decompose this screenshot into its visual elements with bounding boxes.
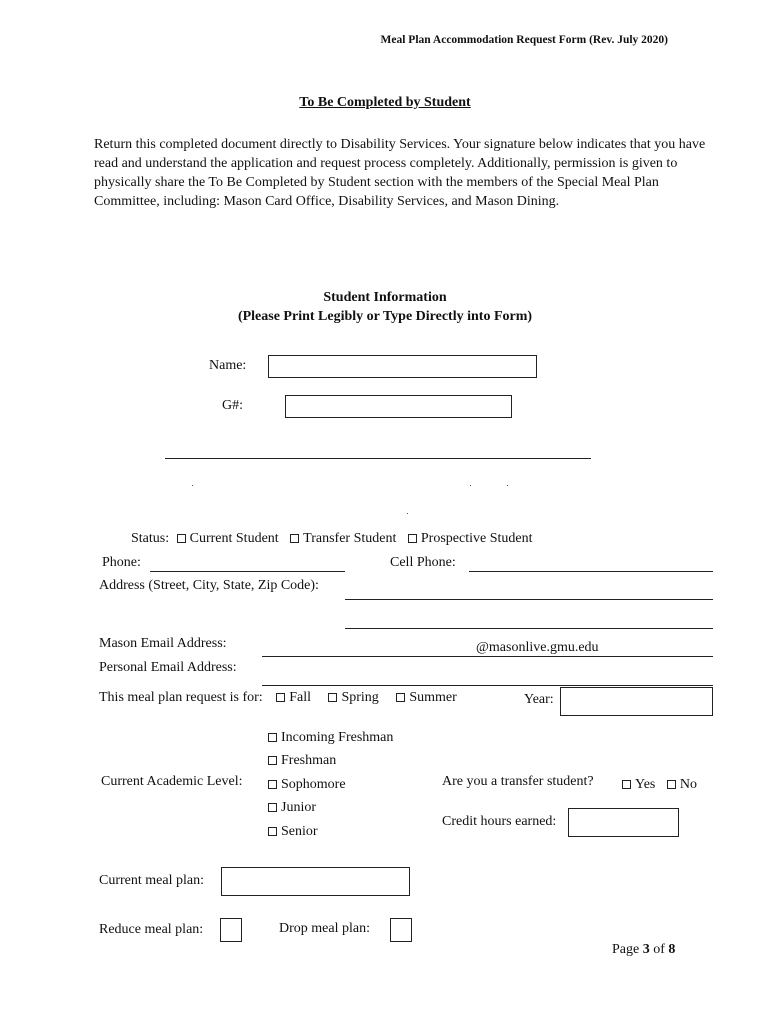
gnumber-label: G#: xyxy=(222,398,243,413)
mason-email-suffix: @masonlive.gmu.edu xyxy=(476,640,599,655)
page-number xyxy=(612,942,675,958)
status-transfer-checkbox[interactable] xyxy=(290,534,299,543)
mason-email-label: Mason Email Address: xyxy=(99,636,227,651)
student-info-heading: Student Information xyxy=(323,290,447,305)
term-fall-checkbox[interactable] xyxy=(276,693,285,702)
level-sophomore-label: Sophomore xyxy=(281,777,346,792)
level-incoming-freshman-checkbox[interactable] xyxy=(268,733,277,742)
term-fall-label: Fall xyxy=(289,690,311,705)
term-summer-label: Summer xyxy=(409,690,457,705)
status-prospective-label: Prospective Student xyxy=(420,531,533,546)
address-label: Address (Street, City, State, Zip Code): xyxy=(99,578,319,593)
page-prefix: Page xyxy=(612,942,640,957)
level-junior xyxy=(268,800,316,816)
academic-level-label: Current Academic Level: xyxy=(101,774,243,789)
intro-paragraph: Return this completed document directly to Disability Services. Your signature below indicates that you have read and understand the application and request process completely. Additionally, permission is given to physically share the To Be Completed by Student section with the members of the Special Meal Plan Committee, including: Mason Card Office, Disability Services, and Mason Dining. xyxy=(94,137,706,209)
student-info-subheading: (Please Print Legibly or Type Directly into Form) xyxy=(237,309,533,324)
phone-label: Phone: xyxy=(102,555,141,570)
status-row xyxy=(131,531,532,547)
personal-email-field[interactable] xyxy=(262,685,713,686)
year-field[interactable] xyxy=(560,687,713,716)
page-current: 3 xyxy=(642,942,650,957)
current-meal-plan-label: Current meal plan: xyxy=(99,873,204,888)
drop-meal-plan-checkbox[interactable] xyxy=(390,918,412,942)
address-field-line-2[interactable] xyxy=(345,628,713,629)
status-current-label: Current Student xyxy=(189,531,279,546)
level-freshman-label: Freshman xyxy=(281,753,337,768)
section-title: To Be Completed by Student xyxy=(299,95,471,110)
drop-meal-plan-label: Drop meal plan: xyxy=(279,921,370,936)
transfer-yes-label: Yes xyxy=(635,777,656,792)
gnumber-field[interactable] xyxy=(285,395,512,418)
stray-mark xyxy=(470,485,471,486)
transfer-options xyxy=(622,777,697,793)
term-row xyxy=(99,690,457,706)
status-label: Status: xyxy=(131,531,170,546)
name-label: Name: xyxy=(209,358,247,373)
current-meal-plan-field[interactable] xyxy=(221,867,410,896)
term-spring-label: Spring xyxy=(341,690,379,705)
level-senior-checkbox[interactable] xyxy=(268,827,277,836)
divider-line xyxy=(165,458,591,459)
status-current-checkbox[interactable] xyxy=(177,534,186,543)
cell-phone-field[interactable] xyxy=(469,571,713,572)
level-junior-checkbox[interactable] xyxy=(268,803,277,812)
level-junior-label: Junior xyxy=(281,800,316,815)
credit-hours-field[interactable] xyxy=(568,808,679,837)
reduce-meal-plan-label: Reduce meal plan: xyxy=(99,922,204,937)
status-transfer-label: Transfer Student xyxy=(303,531,397,546)
term-spring-checkbox[interactable] xyxy=(328,693,337,702)
transfer-question-label: Are you a transfer student? xyxy=(442,774,594,789)
stray-mark xyxy=(407,513,408,514)
cell-phone-label: Cell Phone: xyxy=(390,555,456,570)
reduce-meal-plan-checkbox[interactable] xyxy=(220,918,242,942)
transfer-no-checkbox[interactable] xyxy=(667,780,676,789)
name-field[interactable] xyxy=(268,355,537,378)
year-label: Year: xyxy=(524,692,554,707)
level-freshman xyxy=(268,753,336,769)
personal-email-label: Personal Email Address: xyxy=(99,660,237,675)
stray-mark xyxy=(192,485,193,486)
page-of: of xyxy=(653,942,665,957)
level-sophomore xyxy=(268,777,346,793)
phone-field[interactable] xyxy=(150,571,345,572)
transfer-yes-checkbox[interactable] xyxy=(622,780,631,789)
stray-mark xyxy=(507,485,508,486)
form-header-title: Meal Plan Accommodation Request Form (Rev. July 2020) xyxy=(380,34,668,46)
credit-hours-label: Credit hours earned: xyxy=(442,814,557,829)
level-incoming-freshman xyxy=(268,730,393,746)
level-sophomore-checkbox[interactable] xyxy=(268,780,277,789)
level-senior xyxy=(268,824,318,840)
status-prospective-checkbox[interactable] xyxy=(408,534,417,543)
page-total: 8 xyxy=(668,942,676,957)
mason-email-field[interactable] xyxy=(262,656,713,657)
level-freshman-checkbox[interactable] xyxy=(268,756,277,765)
term-label: This meal plan request is for: xyxy=(99,690,263,705)
term-summer-checkbox[interactable] xyxy=(396,693,405,702)
transfer-no-label: No xyxy=(679,777,697,792)
address-field-line-1[interactable] xyxy=(345,599,713,600)
level-incoming-freshman-label: Incoming Freshman xyxy=(281,730,394,745)
level-senior-label: Senior xyxy=(281,824,318,839)
